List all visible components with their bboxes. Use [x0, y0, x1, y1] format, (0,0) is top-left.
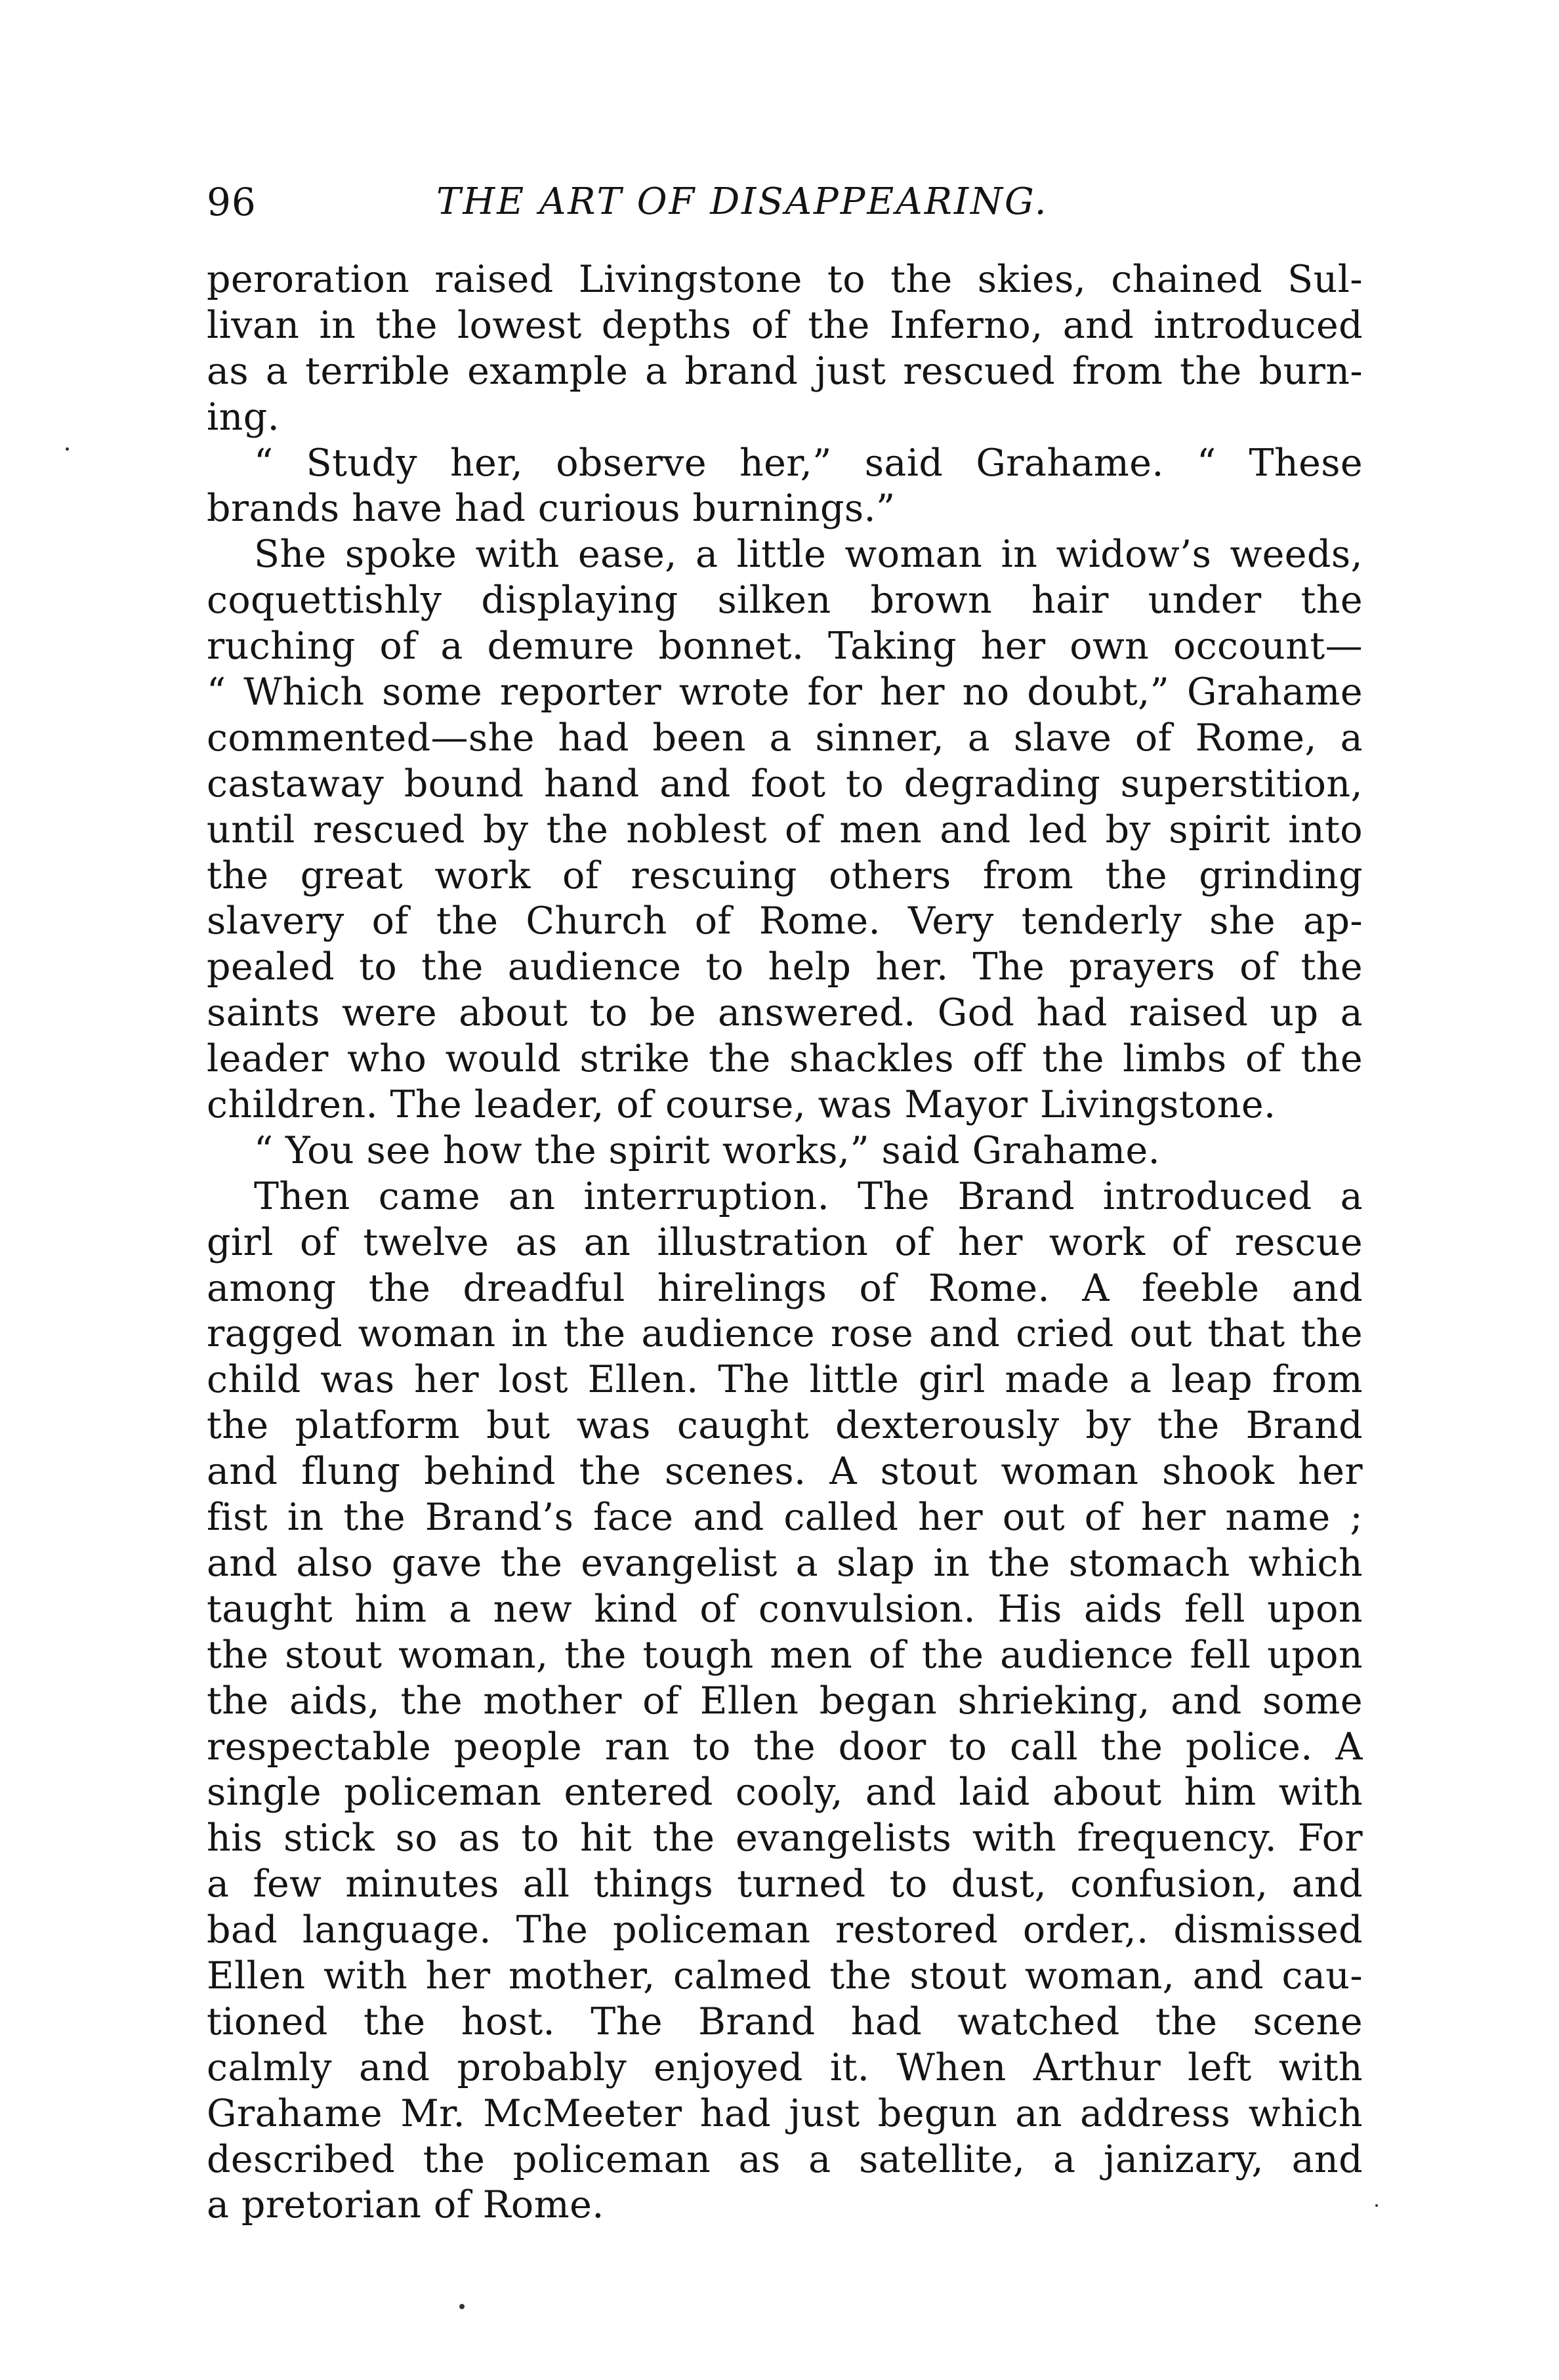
text-line: leader who would strike the shackles off the limbs of the — [207, 1037, 1363, 1081]
text-line: castaway bound hand and foot to degrading superstition, — [207, 762, 1363, 806]
running-head — [207, 176, 1352, 228]
text-line: among the dreadful hirelings of Rome. A feeble and — [207, 1266, 1363, 1310]
text-line: child was her lost Ellen. The little girl made a leap from — [207, 1358, 1363, 1402]
ink-speck — [1375, 2204, 1378, 2207]
text-line: bad language. The policeman restored order,. dismissed — [207, 1908, 1363, 1952]
page-number: 96 — [207, 180, 257, 224]
text-line: coquettishly displaying silken brown hair under the — [207, 579, 1363, 623]
text-line: livan in the lowest depths of the Inferno, and introduced — [207, 303, 1363, 347]
text-line: and also gave the evangelist a slap in the stomach which — [207, 1541, 1363, 1585]
text-line: respectable people ran to the door to call the police. A — [207, 1725, 1363, 1769]
text-line: girl of twelve as an illustration of her work of rescue — [207, 1220, 1363, 1264]
text-line: and flung behind the scenes. A stout woman shook her — [207, 1450, 1363, 1494]
text-line: saints were about to be answered. God had raised up a — [207, 991, 1363, 1035]
ink-speck — [66, 447, 69, 451]
text-line: calmly and probably enjoyed it. When Arthur left with — [207, 2045, 1363, 2089]
text-line: his stick so as to hit the evangelists with frequency. For — [207, 1816, 1363, 1860]
text-line: ing. — [207, 395, 280, 439]
ink-speck — [459, 2304, 465, 2309]
text-line: until rescued by the noblest of men and led by spirit into — [207, 808, 1363, 851]
text-line: the stout woman, the tough men of the audience fell upon — [207, 1633, 1363, 1677]
text-line: commented—she had been a sinner, a slave of Rome, a — [207, 716, 1363, 760]
text-line: a pretorian of Rome. — [207, 2183, 604, 2227]
text-line: She spoke with ease, a little woman in widow’s weeds, — [254, 533, 1363, 577]
text-line: “ Which some reporter wrote for her no doubt,” Grahame — [207, 670, 1363, 714]
text-line: taught him a new kind of convulsion. His aids fell upon — [207, 1587, 1363, 1631]
text-line: peroration raised Livingstone to the skies, chained Sul- — [207, 258, 1363, 301]
text-line: single policeman entered cooly, and laid about him with — [207, 1771, 1363, 1815]
text-line: the platform but was caught dexterously by the Brand — [207, 1404, 1363, 1448]
text-line: Then came an interruption. The Brand introduced a — [254, 1174, 1363, 1218]
text-line: slavery of the Church of Rome. Very tenderly she ap- — [207, 899, 1363, 943]
running-title: THE ART OF DISAPPEARING. — [436, 180, 1049, 223]
text-line: the aids, the mother of Ellen began shrieking, and some — [207, 1679, 1363, 1723]
text-line: a few minutes all things turned to dust, confusion, and — [207, 1862, 1363, 1906]
text-line: Grahame Mr. McMeeter had just begun an address which — [207, 2091, 1363, 2135]
text-line: described the policeman as a satellite, a janizary, and — [207, 2137, 1363, 2181]
text-line: as a terrible example a brand just rescued from the burn- — [207, 349, 1363, 393]
text-line: “ Study her, observe her,” said Grahame. “ These — [254, 441, 1363, 485]
text-line: brands have had curious burnings.” — [207, 487, 896, 531]
text-line: ruching of a demure bonnet. Taking her own occount— — [207, 625, 1363, 668]
text-line: Ellen with her mother, calmed the stout woman, and cau- — [207, 1954, 1363, 1998]
text-line: children. The leader, of course, was Mayor Livingstone. — [207, 1083, 1276, 1127]
body-text — [207, 257, 1363, 2228]
text-line: tioned the host. The Brand had watched the scene — [207, 2000, 1363, 2043]
text-line: pealed to the audience to help her. The prayers of the — [207, 945, 1363, 989]
text-line: ragged woman in the audience rose and cried out that the — [207, 1312, 1363, 1356]
text-line: “ You see how the spirit works,” said Grahame. — [254, 1128, 1161, 1172]
text-line: fist in the Brand’s face and called her out of her name ; — [207, 1496, 1363, 1540]
text-line: the great work of rescuing others from the grinding — [207, 853, 1363, 897]
